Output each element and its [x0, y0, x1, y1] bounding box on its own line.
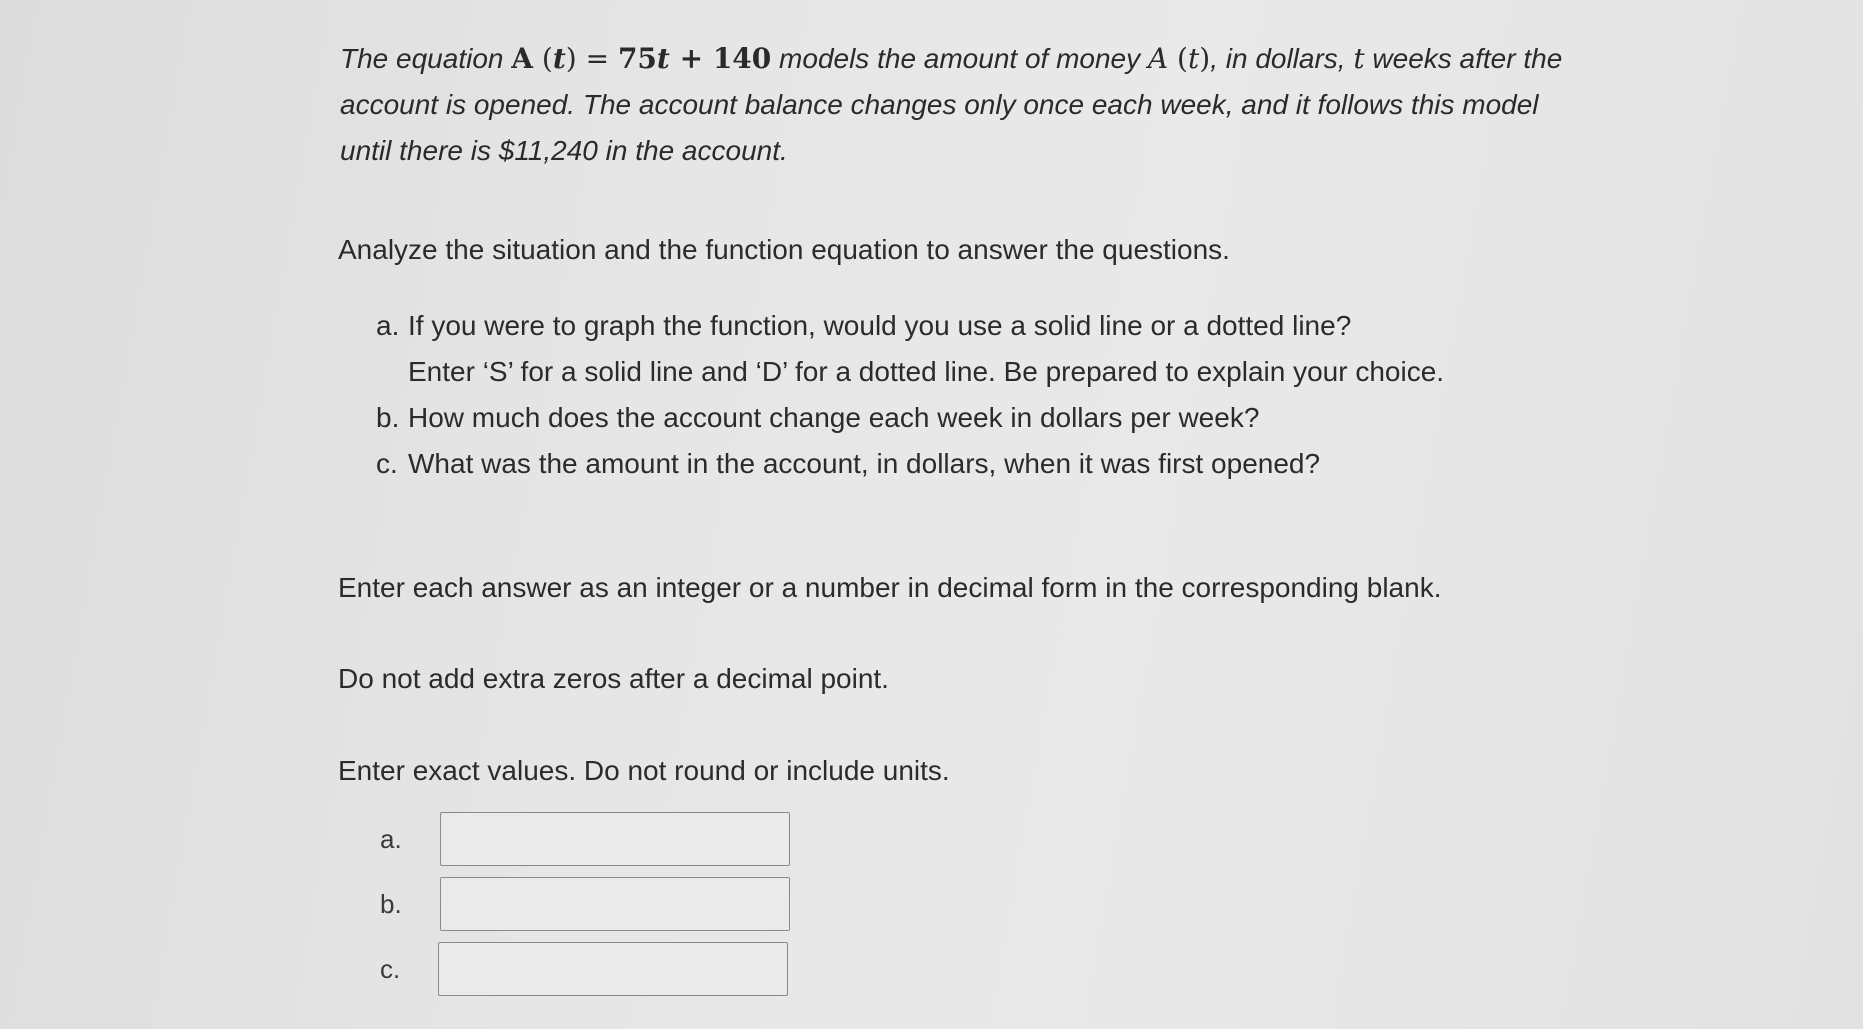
eq-rhs-var: t [656, 42, 670, 75]
eq-equals: = [576, 42, 618, 75]
amt-var: t [1187, 42, 1200, 75]
answer-input-a[interactable] [440, 812, 790, 866]
eq-rhs-const: + 140 [669, 42, 772, 75]
question-list [376, 303, 1444, 487]
no-zeros-instruction: Do not add extra zeros after a decimal point. [338, 663, 889, 694]
answer-row-a [380, 812, 790, 866]
question-b [376, 395, 1444, 441]
answer-label-a: a. [380, 823, 402, 854]
eq-func: A [511, 42, 533, 75]
eq-open: ( [532, 42, 553, 75]
intro-text-3: , in dollars, [1210, 43, 1354, 74]
intro-text-2: models the amount of money [771, 43, 1148, 74]
question-letter: c. [376, 448, 398, 479]
eq-var: t [552, 42, 566, 75]
amt-open: ( [1168, 42, 1188, 75]
problem-statement [340, 36, 1590, 174]
question-text: How much does the account change each week in dollars per week? [408, 402, 1260, 433]
intro-text-4: weeks after the account is opened. The account balance changes only once each week, and it follows this model until there is $11,240 in the account. [340, 43, 1563, 166]
question-a [376, 303, 1444, 349]
t-var: t [1353, 42, 1365, 75]
analyze-instruction: Analyze the situation and the function equation to answer the questions. [338, 234, 1230, 265]
answer-input-c[interactable] [438, 942, 788, 996]
amt-func: A [1147, 42, 1169, 75]
question-text: If you were to graph the function, would you use a solid line or a dotted line? [408, 310, 1352, 341]
question-a-line2: Enter ‘S’ for a solid line and ‘D’ for a dotted line. Be prepared to explain your choice. [408, 356, 1445, 387]
answer-label-b: b. [380, 888, 402, 919]
enter-each-instruction: Enter each answer as an integer or a number in decimal form in the corresponding blank. [338, 572, 1442, 603]
answer-row-b [380, 877, 790, 931]
question-letter: a. [376, 310, 400, 341]
intro-text-1: The equation [340, 43, 512, 74]
question-text: What was the amount in the account, in dollars, when it was first opened? [408, 448, 1321, 479]
question-letter: b. [376, 402, 400, 433]
answer-row-c [380, 942, 788, 996]
exact-values-instruction: Enter exact values. Do not round or include units. [338, 755, 950, 786]
eq-rhs-coef: 75 [617, 42, 657, 75]
answer-input-b[interactable] [440, 877, 790, 931]
question-c [376, 441, 1444, 487]
amt-close: ) [1199, 42, 1211, 75]
answer-label-c: c. [380, 953, 401, 984]
eq-close: ) [565, 42, 577, 75]
